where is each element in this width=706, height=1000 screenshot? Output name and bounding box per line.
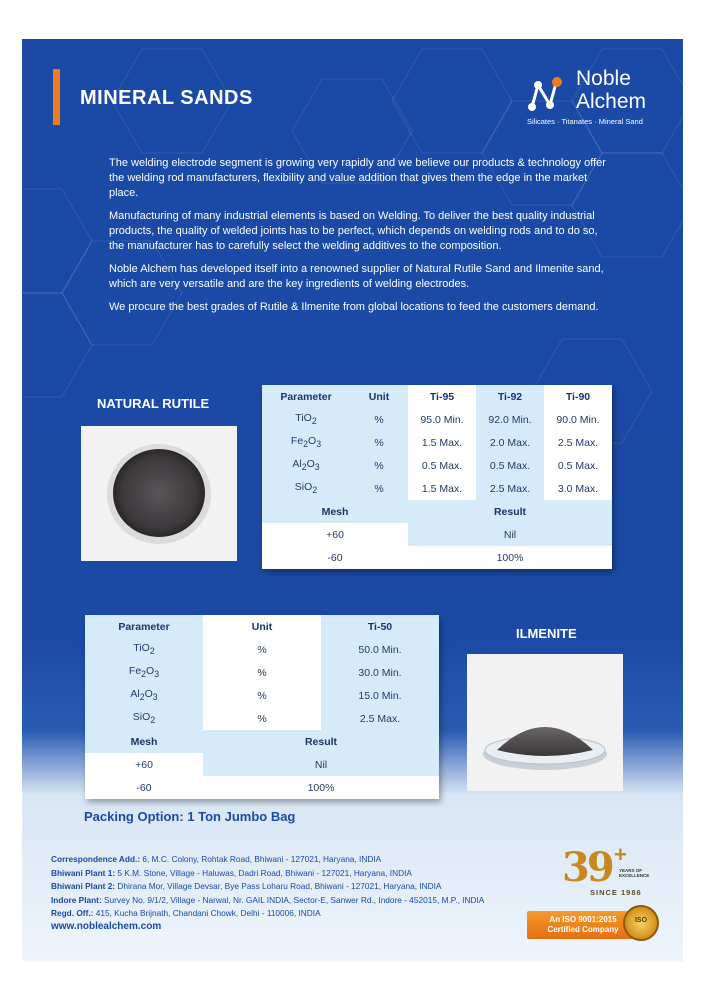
- header-cell: Unit: [350, 385, 408, 408]
- address-line: Bhiwani Plant 1: 5 K.M. Stone, Village - Haluwas, Dadri Road, Bhiwani - 127021, Haryana, INDIA: [51, 867, 412, 878]
- mesh-row: [85, 753, 439, 776]
- mesh-cell: -60: [136, 781, 152, 794]
- header-cell: Unit: [203, 615, 321, 638]
- table-row: [262, 431, 612, 454]
- param-cell: $Fe_2O_3$: [262, 431, 350, 454]
- table-row: [85, 684, 439, 707]
- address-line: Indore Plant: Survey No. 9/1/2, Village - Narwal, Nr. GAIL INDIA, Sector-E, Sanwer Rd., Indore - 452015, M.P., INDIA: [51, 894, 485, 905]
- title-accent-bar: [53, 69, 60, 125]
- unit-cell: %: [350, 431, 408, 454]
- years-number: 39: [562, 844, 612, 891]
- address-line: Bhiwani Plant 2: Dhirana Mor, Village Devsar, Bye Pass Loharu Road, Bhiwani - 127021, Haryana, INDIA: [51, 881, 442, 892]
- address-block: [51, 853, 484, 921]
- intro-paragraph: We procure the best grades of Rutile & Ilmenite from global locations to feed the customers demand.: [109, 301, 599, 313]
- header-cell: Ti-95: [408, 385, 476, 408]
- mesh-header: Mesh: [85, 730, 203, 753]
- value-cell: 2.0 Max.: [476, 431, 544, 454]
- molecule-logo-icon: [524, 77, 570, 115]
- years-excellence-badge: [562, 842, 650, 904]
- unit-cell: %: [350, 454, 408, 477]
- natural-rutile-spec-table: [262, 385, 612, 569]
- result-header: Result: [408, 500, 612, 523]
- mesh-row: [85, 776, 439, 799]
- logo-wordmark: [576, 67, 646, 113]
- ilmenite-spec-table: [85, 615, 439, 799]
- value-cell: 92.0 Min.: [476, 408, 544, 431]
- natural-rutile-heading: NATURAL RUTILE: [97, 396, 210, 411]
- mesh-row: [262, 546, 612, 569]
- header-cell: Parameter: [85, 615, 203, 638]
- mesh-row: [262, 523, 612, 546]
- table-row: [85, 661, 439, 684]
- header-cell: Ti-90: [544, 385, 612, 408]
- value-cell: 15.0 Min.: [321, 684, 439, 707]
- value-cell: 30.0 Min.: [321, 661, 439, 684]
- page-title: MINERAL SANDS: [80, 87, 253, 109]
- seal-text: ISO: [634, 917, 648, 924]
- result-cell: Nil: [203, 753, 439, 776]
- website-link[interactable]: www.noblealchem.com: [51, 921, 162, 932]
- iso-line: An ISO 9001:2015: [549, 915, 617, 924]
- param-cell: TiO$_2$: [262, 408, 350, 431]
- mesh-cell: -60: [327, 551, 343, 564]
- unit-cell: %: [350, 477, 408, 500]
- value-cell: 1.5 Max.: [421, 436, 463, 449]
- brochure-page: [22, 39, 683, 961]
- param-cell: $Fe_2O_3$: [85, 661, 203, 684]
- table-row: [262, 454, 612, 477]
- param-cell: TiO$_2$: [85, 638, 203, 661]
- unit-cell: %: [257, 689, 267, 702]
- rutile-sand-dish-image: [81, 426, 237, 561]
- mesh-cell: +60: [326, 528, 344, 541]
- result-header: Result: [203, 730, 439, 753]
- unit-cell: %: [257, 712, 267, 725]
- logo-word-noble: Noble: [576, 67, 631, 90]
- iso-seal-icon: [623, 905, 659, 941]
- company-logo: [524, 67, 664, 129]
- value-cell: 0.5 Max.: [476, 454, 544, 477]
- iso-line: Certified Company: [547, 925, 619, 934]
- table-row: [85, 638, 439, 661]
- value-cell: 2.5 Max.: [321, 707, 439, 730]
- unit-cell: %: [257, 666, 267, 679]
- header-cell: Ti-50: [321, 615, 439, 638]
- intro-paragraph: Manufacturing of many industrial elements is based on Welding. To deliver the best quality industrial products, the quality of welded joints has to be perfect, which depends on welding rods and to do so, the manufacturer has to carefully select the welding additives to the composition.: [109, 210, 598, 252]
- param-cell: SiO$_2$: [262, 477, 350, 500]
- packing-option: Packing Option: 1 Ton Jumbo Bag: [84, 809, 296, 824]
- result-cell: Nil: [408, 523, 612, 546]
- years-plus: +: [614, 842, 627, 867]
- table-row: [85, 707, 439, 730]
- ilmenite-photo: [467, 654, 623, 791]
- intro-paragraph: The welding electrode segment is growing very rapidly and we believe our products & technology offer the welding rod manufacturers, flexibility and value addition that gives them the edge in the market place.: [109, 157, 606, 199]
- unit-cell: %: [257, 643, 267, 656]
- ilmenite-sand-dish-image: [467, 654, 623, 791]
- value-cell: 3.0 Max.: [557, 482, 599, 495]
- since-text: SINCE 1986: [590, 888, 642, 897]
- mesh-cell: +60: [135, 758, 153, 771]
- mesh-header: Mesh: [262, 500, 408, 523]
- years-text: YEARS OF EXCELLENCE: [619, 868, 650, 878]
- mesh-header-row: [262, 500, 612, 523]
- table-header-row: [85, 615, 439, 638]
- param-cell: $Al_2O_3$: [262, 454, 350, 477]
- address-line: Correspondence Add.: 6, M.C. Colony, Rohtak Road, Bhiwani - 127021, Haryana, INDIA: [51, 854, 382, 864]
- value-cell: 2.5 Max.: [476, 477, 544, 500]
- natural-rutile-photo: [81, 426, 237, 561]
- result-cell: 100%: [496, 551, 524, 564]
- value-cell: 95.0 Min.: [420, 413, 464, 426]
- header-cell: Parameter: [262, 385, 350, 408]
- header-cell: Ti-92: [476, 385, 544, 408]
- address-line: Regd. Off.: 415, Kucha Brijnath, Chandani Chowk, Delhi - 110006, INDIA: [51, 908, 321, 919]
- intro-text: [109, 156, 609, 323]
- logo-word-alchem: Alchem: [576, 90, 647, 113]
- value-cell: 0.5 Max.: [421, 459, 463, 472]
- unit-cell: %: [350, 408, 408, 431]
- result-cell: 100%: [307, 781, 335, 794]
- table-header-row: [262, 385, 612, 408]
- ilmenite-heading: ILMENITE: [516, 626, 577, 641]
- mesh-header-row: [85, 730, 439, 753]
- logo-tagline: Silicates · Titanates · Mineral Sand: [527, 117, 643, 126]
- intro-paragraph: Noble Alchem has developed itself into a renowned supplier of Natural Rutile Sand and Ilmenite sand, which are very versatile and are the key ingredients of welding electrodes.: [109, 263, 604, 290]
- table-row: [262, 477, 612, 500]
- value-cell: 1.5 Max.: [421, 482, 463, 495]
- param-cell: SiO$_2$: [85, 707, 203, 730]
- value-cell: 50.0 Min.: [321, 638, 439, 661]
- value-cell: 90.0 Min.: [556, 413, 600, 426]
- value-cell: 2.5 Max.: [557, 436, 599, 449]
- value-cell: 0.5 Max.: [557, 459, 599, 472]
- param-cell: $Al_2O_3$: [85, 684, 203, 707]
- table-row: [262, 408, 612, 431]
